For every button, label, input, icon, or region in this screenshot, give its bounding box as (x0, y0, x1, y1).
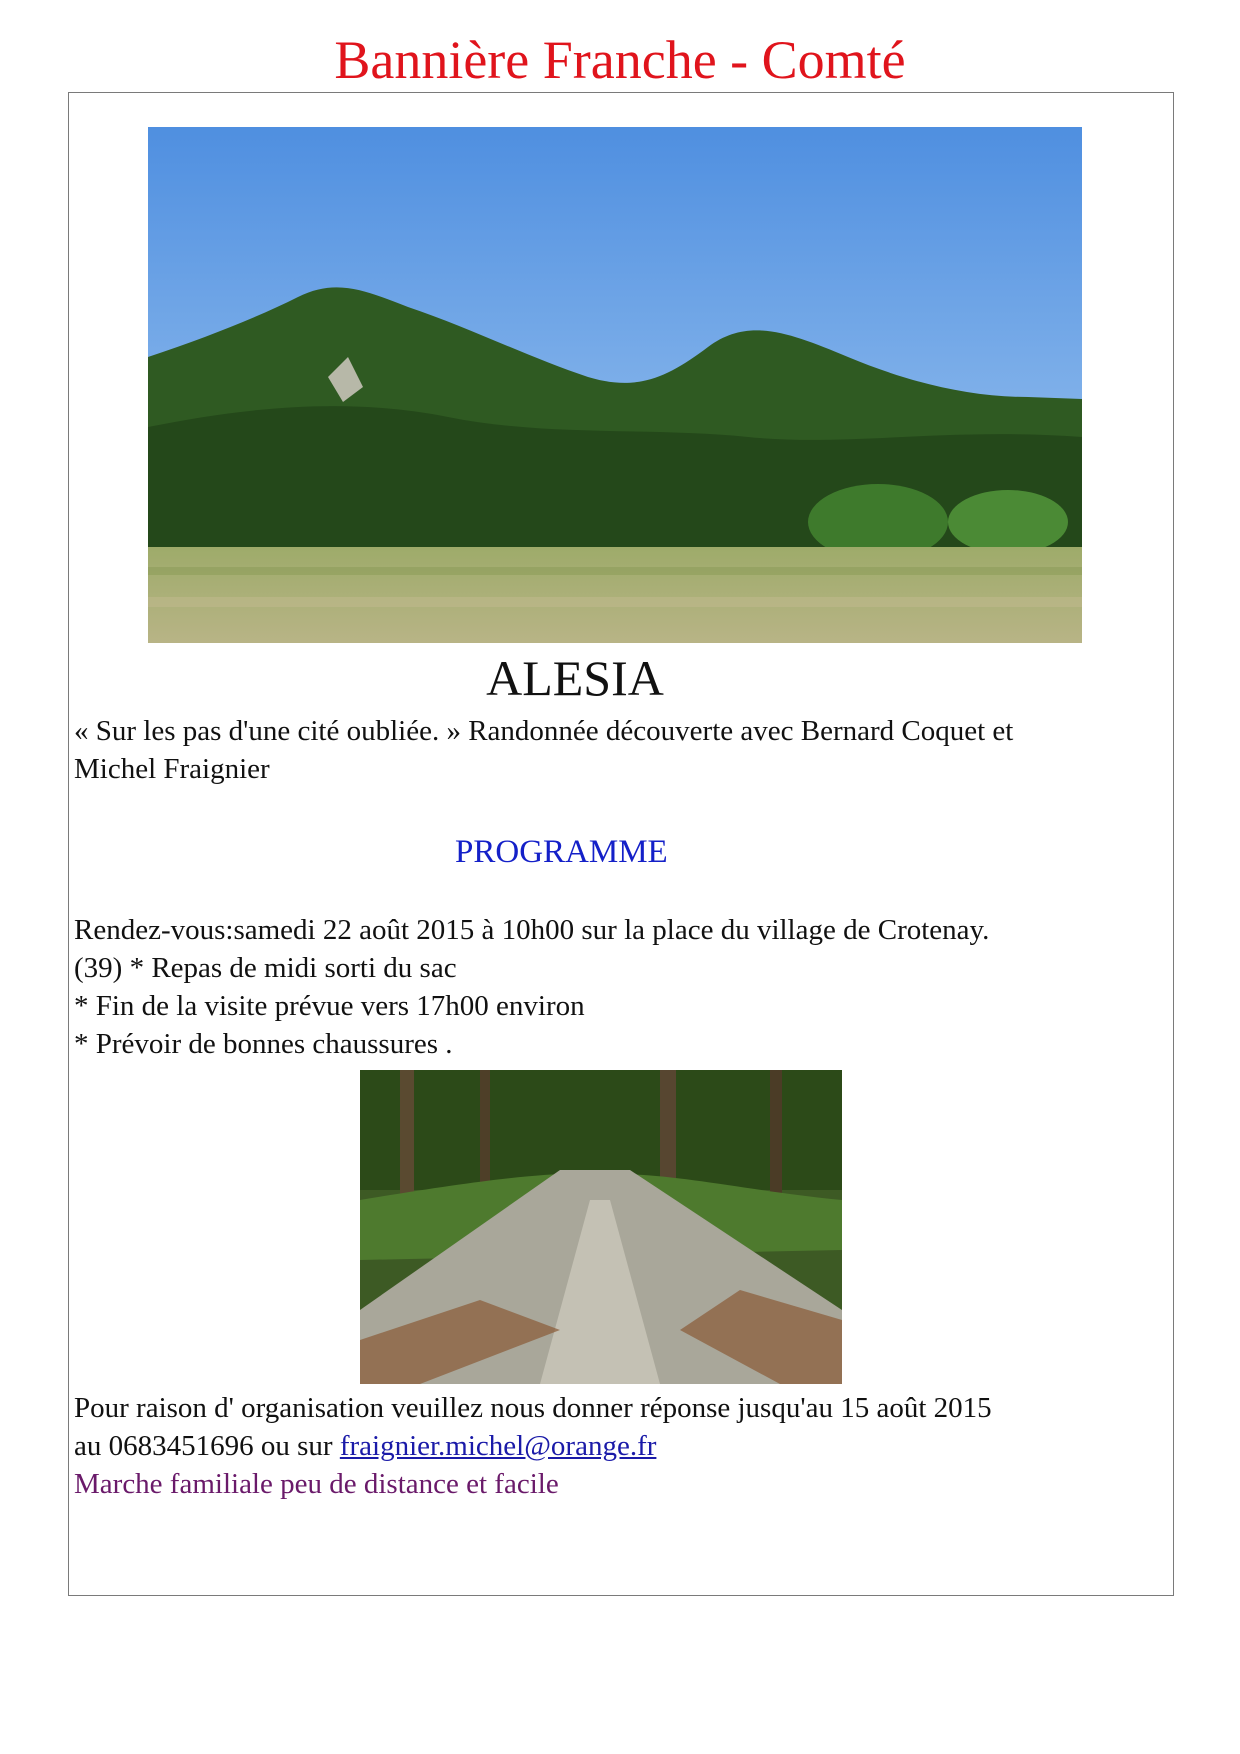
difficulty-line: Marche familiale peu de distance et facile (74, 1468, 559, 1500)
end-time-line: * Fin de la visite prévue vers 17h00 environ (74, 990, 585, 1022)
contact-line (74, 1427, 656, 1465)
rdv-line: Rendez-vous:samedi 22 août 2015 à 10h00 sur la place du village de Crotenay. (74, 914, 990, 946)
email-link[interactable]: fraignier.michel@orange.fr (339, 1430, 657, 1462)
meal-line: (39) * Repas de midi sorti du sac (74, 952, 457, 984)
rsvp-line: Pour raison d' organisation veuillez nous donner réponse jusqu'au 15 août 2015 (74, 1392, 992, 1424)
shoes-line: * Prévoir de bonnes chaussures . (74, 1028, 453, 1060)
forest-path-photo (360, 1070, 842, 1384)
event-name: ALESIA (486, 650, 664, 706)
intro-line-2: Michel Fraignier (74, 753, 270, 785)
intro-line-1: « Sur les pas d'une cité oubliée. » Randonnée découverte avec Bernard Coquet et (74, 715, 1014, 747)
contact-prefix: au 0683451696 ou sur (74, 1430, 340, 1462)
programme-heading: PROGRAMME (455, 834, 668, 870)
landscape-photo (148, 127, 1082, 643)
page-title: Bannière Franche - Comté (334, 30, 906, 90)
